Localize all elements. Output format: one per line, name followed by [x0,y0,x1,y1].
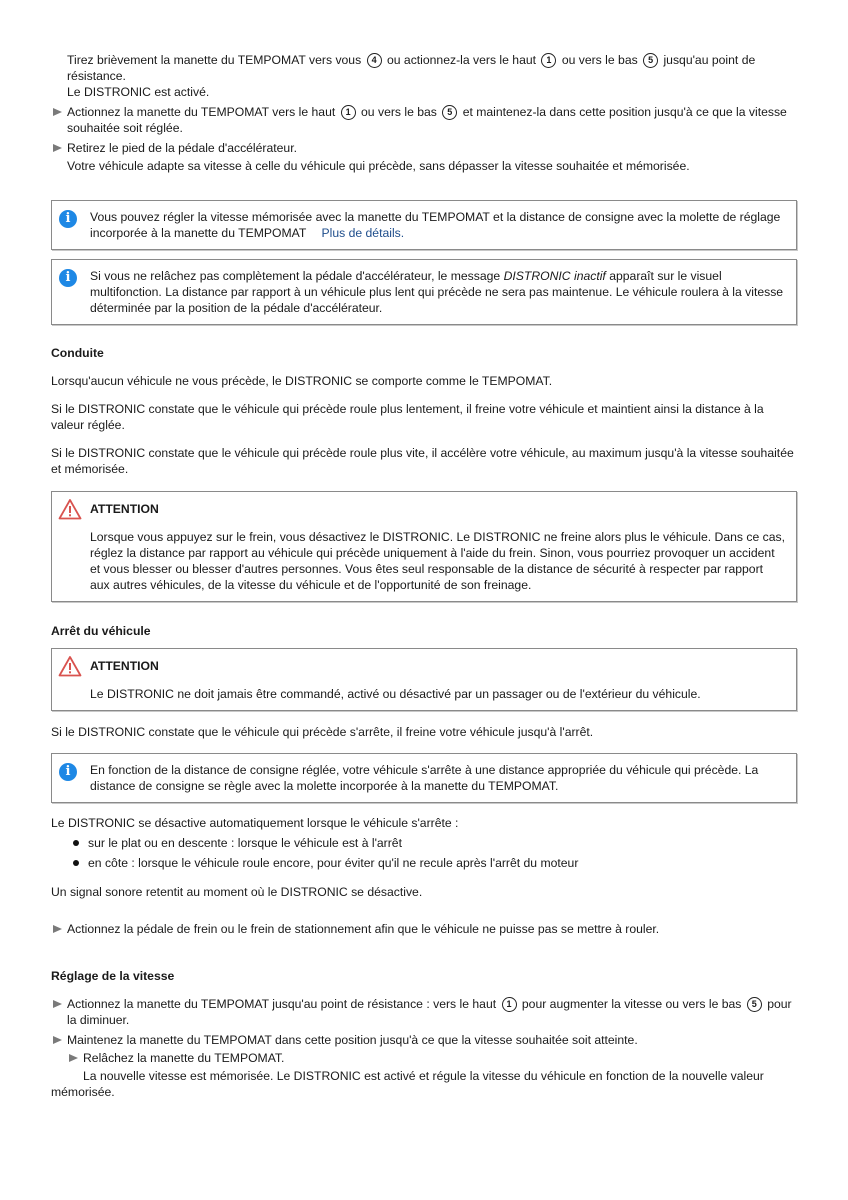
warning-title: ATTENTION [90,659,159,673]
paragraph: Un signal sonore retentit au moment où le DISTRONIC se désactive. [51,885,423,899]
note-text: Vous pouvez régler la vitesse mémorisée avec la manette du TEMPOMAT et la distance de consigne avec la molette de réglage incorporée à la manette du TEMPOMAT [90,210,781,240]
more-details-link[interactable]: Plus de détails. [321,226,405,240]
note-text: apparaît sur le visuel multifonction. La distance par rapport à un véhicule plus lent qui précède ne sera pas maintenue. Le véhicule roulera à la vitesse déterminée par la position de la pédale d'accélérateur. [90,269,784,315]
step-text: Actionnez la manette du TEMPOMAT jusqu'au point de résistance : vers le haut [67,997,497,1011]
warning-title: ATTENTION [90,502,159,516]
info-icon: i [59,210,77,228]
step-text: Relâchez la manette du TEMPOMAT. [83,1051,285,1065]
intro-text: ou actionnez-la vers le haut [386,53,537,67]
callout-5-icon: 5 [747,997,762,1012]
paragraph: Si le DISTRONIC constate que le véhicule qui précède roule plus lentement, il freine votre véhicule et maintient ainsi la distance à la valeur réglée. [51,402,764,432]
bullet-dot-icon [73,840,79,846]
callout-5-icon: 5 [442,105,457,120]
info-note-3 [51,753,797,803]
step-text: ou vers le bas [361,105,437,119]
step-arrow-icon [53,108,62,116]
step-text: Maintenez la manette du TEMPOMAT dans cette position jusqu'à ce que la vitesse souhaitée soit atteinte. [67,1033,638,1047]
section-heading-conduite: Conduite [51,346,104,360]
step-adjust-speed [51,104,797,136]
section-heading-arret: Arrêt du véhicule [51,624,151,638]
step-text: Actionnez la manette du TEMPOMAT vers le haut [67,105,336,119]
step-text: Retirez le pied de la pédale d'accélérateur. [67,141,297,155]
intro-text: Tirez brièvement la manette du TEMPOMAT vers vous [67,53,362,67]
info-note-2 [51,259,797,325]
paragraph: Si le DISTRONIC constate que le véhicule qui précède roule plus vite, il accélère votre véhicule, au maximum jusqu'à la vitesse souhaitée et mémorisée. [51,446,794,476]
step-hold-lever [51,1032,797,1048]
section-heading-reglage: Réglage de la vitesse [51,969,175,983]
message-name: DISTRONIC inactif [503,269,606,283]
bullet-item [51,855,797,871]
manual-page [51,52,797,1100]
callout-1-icon: 1 [502,997,517,1012]
warning-triangle-icon [58,655,82,677]
step-text: Actionnez la pédale de frein ou le frein de stationnement afin que le véhicule ne puisse pas se mettre à rouler. [67,922,660,936]
step-text: pour la diminuer. [67,997,792,1027]
bullet-text: sur le plat ou en descente : lorsque le véhicule est à l'arrêt [88,836,402,850]
step-arrow-icon [53,144,62,152]
step-actuate-lever [51,996,797,1028]
callout-4-icon: 4 [367,53,382,68]
step-release-pedal [51,140,797,156]
step-result: La nouvelle vitesse est mémorisée. Le DISTRONIC est activé et régule la vitesse du véhicule en fonction de la nouvelle valeur mémorisée. [51,1069,764,1099]
bullet-dot-icon [73,860,79,866]
paragraph: Le DISTRONIC se désactive automatiquement lorsque le véhicule s'arrête : [51,816,459,830]
step-arrow-icon [53,1000,62,1008]
step-result: Votre véhicule adapte sa vitesse à celle du véhicule qui précède, sans dépasser la vitesse souhaitée et mémorisée. [67,159,690,173]
info-icon: i [59,763,77,781]
warning-text: Lorsque vous appuyez sur le frein, vous désactivez le DISTRONIC. Le DISTRONIC ne freine alors plus le véhicule. Dans ce cas, réglez la distance par rapport au véhicule qui précède uniquement à l'aide du frein. Sinon, vous pourriez provoquer un accident et vous blesser ou blesser d'autres personnes. Vous êtes seul responsable de la distance de sécurité à respecter par rapport aux autres véhicules, de la vitesse du véhicule et de l'opportunité de son freinage. [90,530,785,592]
bullet-text: en côte : lorsque le véhicule roule encore, pour éviter qu'il ne recule après l'arrêt du moteur [88,856,579,870]
info-icon: i [59,269,77,287]
step-apply-brake [51,921,797,937]
bullet-item [51,835,797,851]
warning-triangle-icon [58,498,82,520]
paragraph: Lorsqu'aucun véhicule ne vous précède, le DISTRONIC se comporte comme le TEMPOMAT. [51,374,553,388]
paragraph: Si le DISTRONIC constate que le véhicule qui précède s'arrête, il freine votre véhicule jusqu'à l'arrêt. [51,725,594,739]
intro-text: ou vers le bas [561,53,638,67]
callout-1-icon: 1 [341,105,356,120]
warning-box-brake [51,491,797,602]
callout-5-icon: 5 [643,53,658,68]
step-arrow-icon [53,1036,62,1044]
bullet-list [51,835,797,871]
substep-release-lever [51,1050,797,1066]
step-arrow-icon [69,1054,78,1062]
warning-text: Le DISTRONIC ne doit jamais être commandé, activé ou désactivé par un passager ou de l'extérieur du véhicule. [90,687,701,701]
warning-box-passenger [51,648,797,711]
step-text: et maintenez-la dans cette position jusqu'à ce que la vitesse souhaitée soit réglée. [67,105,787,135]
callout-1-icon: 1 [541,53,556,68]
info-note-1 [51,200,797,250]
note-text: En fonction de la distance de consigne réglée, votre véhicule s'arrête à une distance appropriée du véhicule qui précède. La distance de consigne se règle avec la molette incorporée à la manette du TEMPOMAT. [90,763,759,793]
step-arrow-icon [53,925,62,933]
step-text: pour augmenter la vitesse ou vers le bas [521,997,742,1011]
intro-result: Le DISTRONIC est activé. [67,85,210,99]
intro-text: jusqu'au point de résistance. [67,53,756,83]
note-text: Si vous ne relâchez pas complètement la pédale d'accélérateur, le message [90,269,504,283]
intro-instruction [51,52,797,84]
